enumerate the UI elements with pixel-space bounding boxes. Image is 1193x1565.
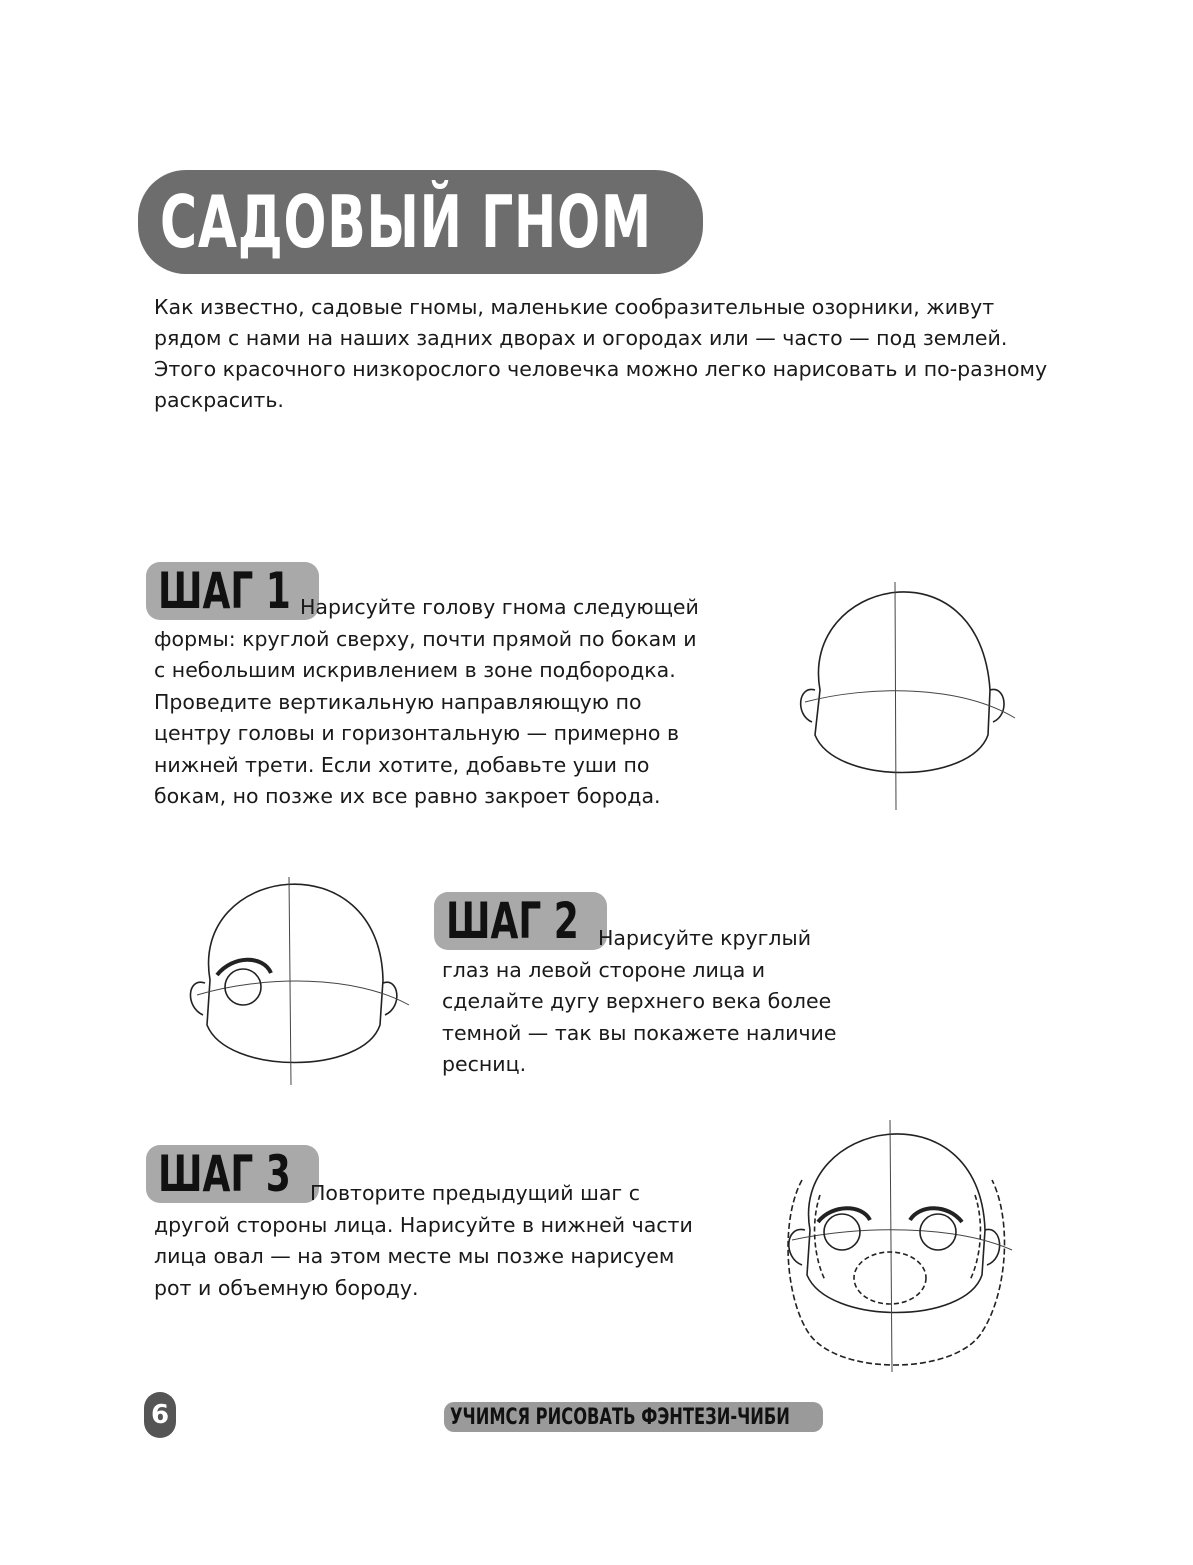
step-1-label: ШАГ 1 bbox=[158, 562, 291, 620]
step-3-label: ШАГ 3 bbox=[158, 1145, 291, 1203]
page-title bbox=[138, 170, 703, 274]
step-3-text: Повторите предыдущий шаг с другой стороны лица. Нарисуйте в нижней части лица овал — на этом месте мы позже нарисуем рот и объемную бороду. bbox=[154, 1181, 693, 1300]
page-number: 6 bbox=[144, 1392, 176, 1438]
page-title-text: САДОВЫЙ ГНОМ bbox=[160, 180, 652, 264]
intro-paragraph: Как известно, садовые гномы, маленькие сообразительные озорники, живут рядом с нами на наших задних дворах и огородах или — часто — под землей. Этого красочного низкорослого человечка можно легко нарисовать и по-разному раскрасить. bbox=[154, 295, 1048, 412]
step-2-head-illustration bbox=[185, 855, 415, 1090]
step-1-head-illustration bbox=[790, 560, 1020, 815]
running-footer bbox=[444, 1402, 823, 1432]
step-3-head-illustration bbox=[780, 1100, 1020, 1375]
step-2-text: Нарисуйте круглый глаз на левой стороне лица и сделайте дугу верхнего века более темной — так вы покажете наличие ресниц. bbox=[442, 926, 837, 1076]
step-1-text: Нарисуйте голову гнома следующей формы: круглой сверху, почти прямой по бокам и с небольшим искривлением в зоне подбородка. Проведите вертикальную направляющую по центру головы и горизонтальную — примерно в нижней трети. Если хотите, добавьте уши по бокам, но позже их все равно закроет борода. bbox=[154, 595, 699, 808]
step-2-label: ШАГ 2 bbox=[446, 892, 579, 950]
running-footer-text: УЧИМСЯ РИСОВАТЬ ФЭНТЕЗИ-ЧИБИ bbox=[450, 1404, 790, 1430]
